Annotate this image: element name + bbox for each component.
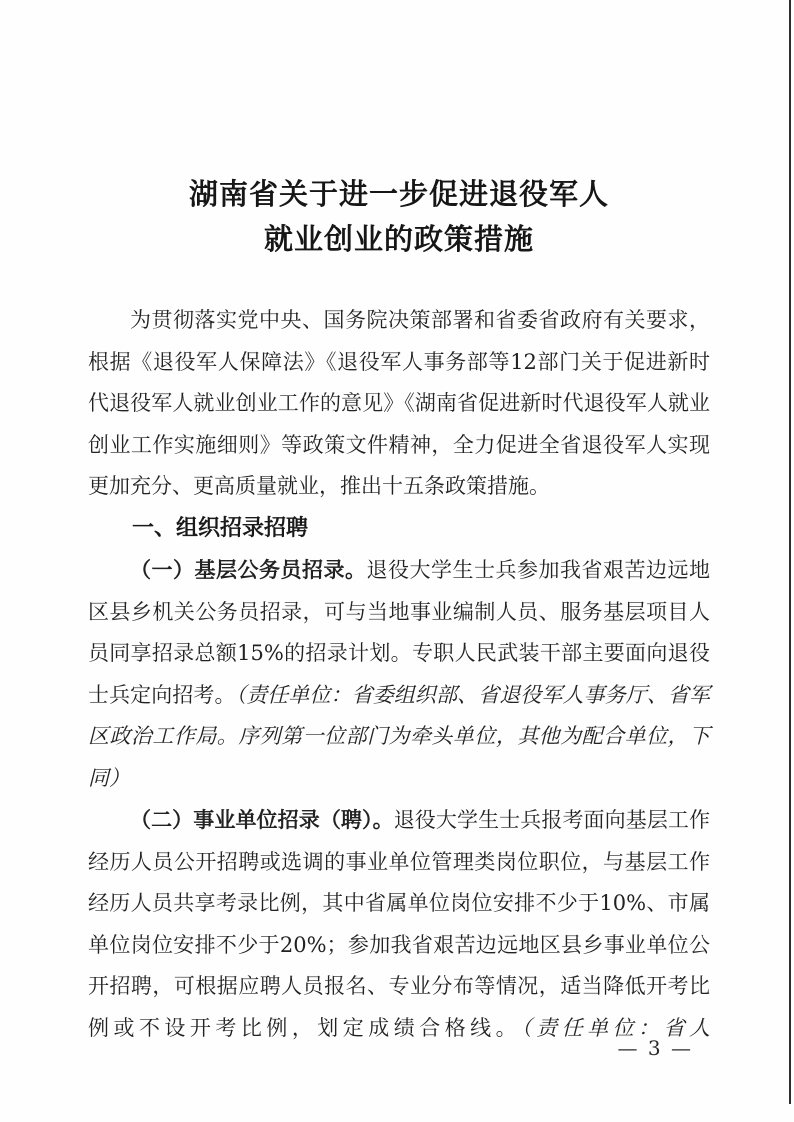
page-number: — 3 — <box>617 1036 693 1060</box>
item-2-body: 退役大学生士兵报考面向基层工作经历人员公开招聘或选调的事业单位管理类岗位职位，与基层工作经历人员共享考录比例，其中省属单位岗位安排不少于10%、市属单位岗位安排不少于20%；参加我省艰苦边远地区县乡事业单位公开招聘，可根据应聘人员报名、专业分布等情况，适当降低开考比例或不设开考比例，划定成绩合格线。 <box>88 808 710 1040</box>
policy-item-1 <box>88 549 710 799</box>
document-title <box>88 172 710 262</box>
title-line-2: 就业创业的政策措施 <box>263 222 534 256</box>
intro-paragraph: 为贯彻落实党中央、国务院决策部署和省委省政府有关要求，根据《退役军人保障法》《退役军人事务部等12部门关于促进新时代退役军人就业创业工作的意见》《湖南省促进新时代退役军人就业创业工作实施细则》等政策文件精神，全力促进全省退役军人实现更加充分、更高质量就业，推出十五条政策措施。 <box>88 308 710 498</box>
section-heading: 一、组织招录招聘 <box>132 515 309 541</box>
item-1-note: （责任单位：省委组织部、省退役军人事务厅、省军区政治工作局。序列第一位部门为牵头单位，其他为配合单位，下同） <box>88 682 711 790</box>
document-content <box>88 172 710 1049</box>
item-1-lead: （一）基层公务员招录。 <box>130 557 367 582</box>
item-1-body: 退役大学生士兵参加我省艰苦边远地区县乡机关公务员招录，可与当地事业编制人员、服务基层项目人员同享招录总额15%的招录计划。专职人民武装干部主要面向退役士兵定向招考。 <box>88 558 710 707</box>
title-line-1: 湖南省关于进一步促进退役军人 <box>188 177 609 211</box>
item-2-lead: （二）事业单位招录（聘）。 <box>130 807 394 832</box>
policy-item-2 <box>88 799 710 1049</box>
page-edge-line <box>789 0 791 1104</box>
item-2-note: （责任单位：省人 <box>521 1015 711 1040</box>
